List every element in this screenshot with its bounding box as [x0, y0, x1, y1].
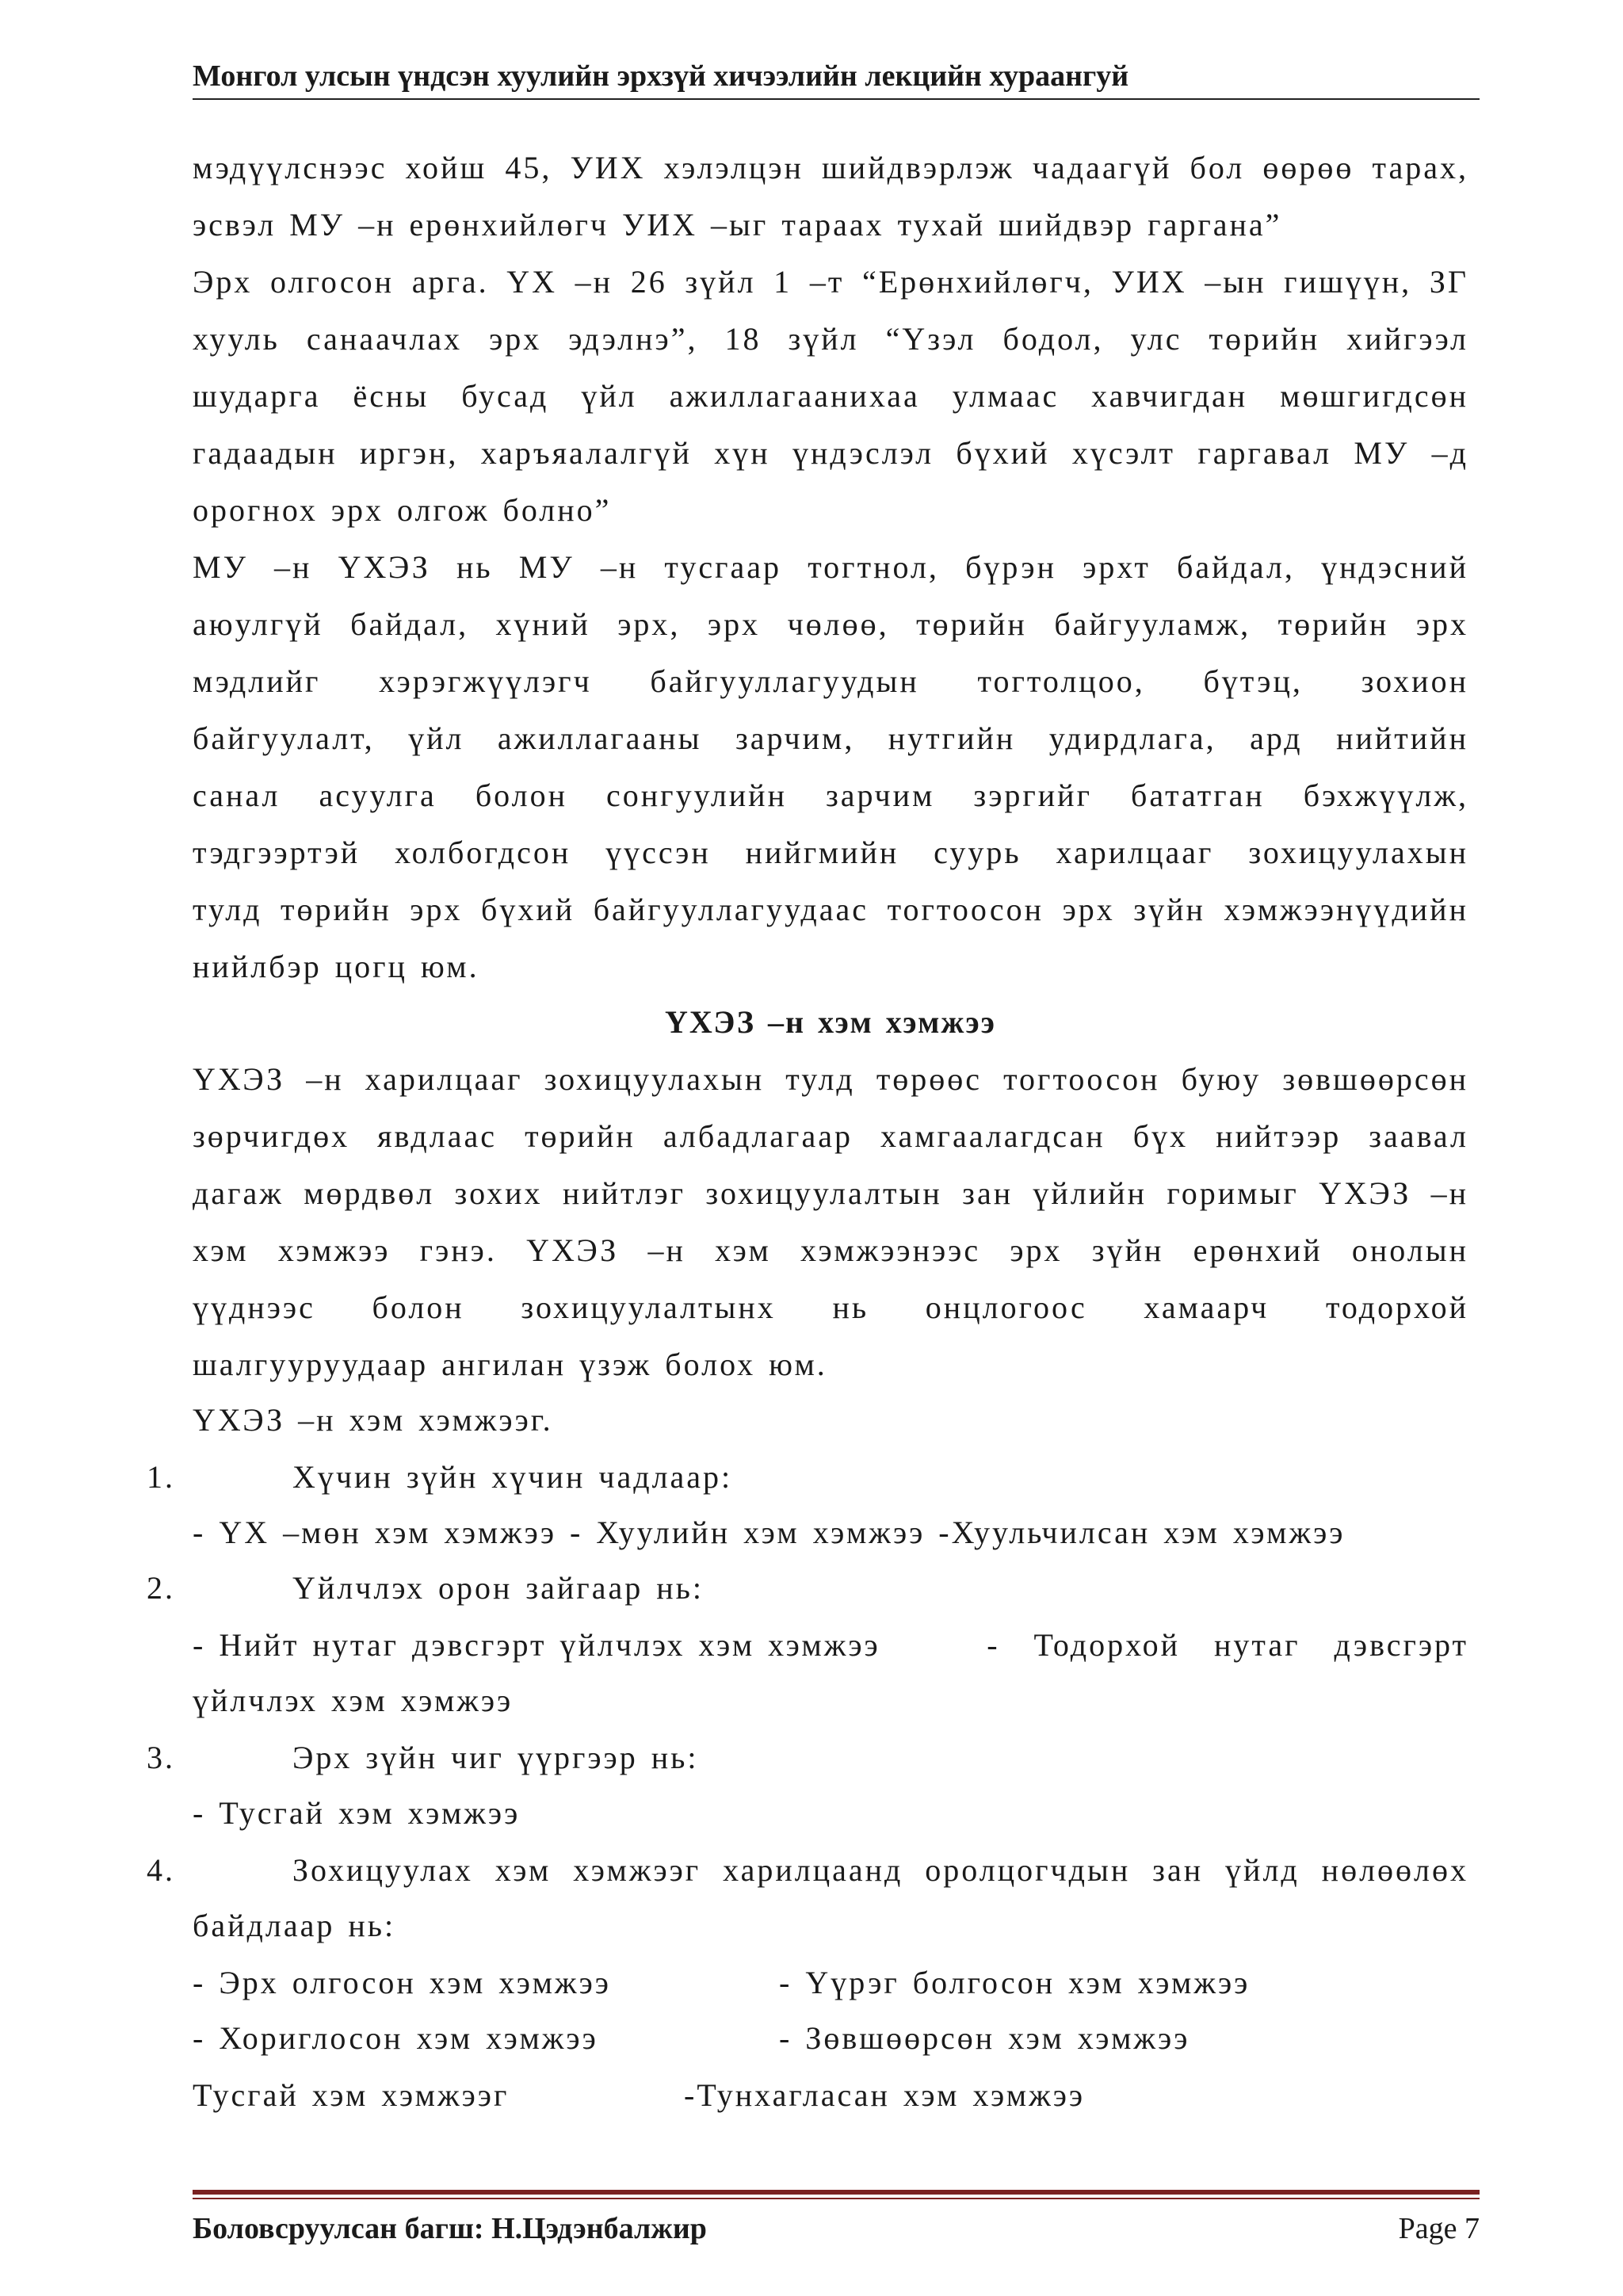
list-item-title: Үйлчлэх орон зайгаар нь:	[292, 1570, 704, 1606]
list-item-sub: - ҮХ –мөн хэм хэмжээ - Хуулийн хэм хэмжээ -Хуульчилсан хэм хэмжээ	[193, 1515, 1346, 1550]
body-line: аюулгүй байдал, хүний эрх, эрх чөлөө, төрийн байгууламж, төрийн эрх	[193, 606, 1468, 642]
list-item-sub: - Хориглосон хэм хэмжээ	[193, 2020, 598, 2056]
list-item-title: Хүчин зүйн хүчин чадлаар:	[292, 1459, 733, 1495]
body-text	[147, 139, 1468, 2168]
list-item-sub: үйлчлэх хэм хэмжээ	[193, 1683, 514, 1718]
body-line: санал асуулга болон сонгуулийн зарчим зэргийг бататган бэхжүүлж,	[193, 777, 1468, 813]
list-item-sub: Тусгай хэм хэмжээг	[193, 2077, 510, 2113]
body-line: мэдлийг хэрэгжүүлэгч байгууллагуудын тогтолцоо, бүтэц, зохион	[193, 663, 1468, 699]
list-item-sub: - Тусгай хэм хэмжээ	[193, 1795, 521, 1831]
body-line: ҮХЭЗ –н харилцааг зохицуулахын тулд төрөөс тогтоосон буюу зөвшөөрсөн	[193, 1061, 1468, 1097]
body-line: шударга ёсны бусад үйл ажиллагаанихаа улмаас хавчигдан мөшгигдсөн	[193, 378, 1468, 414]
list-item-title: Зохицуулах хэм хэмжээг харилцаанд оролцогчдын зан үйлд нөлөөлөх	[292, 1852, 1468, 1888]
body-line: нийлбэр цогц юм.	[193, 949, 479, 984]
body-line: үүднээс болон зохицуулалтынх нь онцлогоос хамаарч тодорхой	[193, 1289, 1468, 1325]
list-intro: ҮХЭЗ –н хэм хэмжээг.	[193, 1402, 553, 1438]
list-item-sub: - Тодорхой нутаг дэвсгэрт	[987, 1627, 1468, 1663]
body-line: дагаж мөрдвөл зохих нийтлэг зохицуулалтын зан үйлийн горимыг ҮХЭЗ –н	[193, 1175, 1468, 1211]
body-line: тэдгээртэй холбогдсон үүссэн нийгмийн суурь харилцааг зохицуулахын	[193, 835, 1468, 870]
footer-author: Боловсруулсан багш: Н.Цэдэнбалжир	[193, 2212, 707, 2245]
header-title: Монгол улсын үндсэн хуулийн эрхзүй хичээлийн лекцийн хураангуй	[193, 59, 1129, 93]
body-line: мэдүүлснээс хойш 45, УИХ хэлэлцэн шийдвэрлэж чадаагүй бол өөрөө тарах,	[193, 150, 1468, 185]
body-line: байгуулалт, үйл ажиллагааны зарчим, нутгийн удирдлага, ард нийтийн	[193, 720, 1468, 756]
footer-divider-thick	[193, 2190, 1480, 2195]
body-line: хууль санаачлах эрх эдэлнэ”, 18 зүйл “Үзэл бодол, улс төрийн хийгээл	[193, 321, 1468, 357]
body-line: тулд төрийн эрх бүхий байгууллагуудаас тогтоосон эрх зүйн хэмжээнүүдийн	[193, 892, 1468, 927]
list-item-sub: - Эрх олгосон хэм хэмжээ	[193, 1965, 611, 2000]
body-line: эсвэл МУ –н ерөнхийлөгч УИХ –ыг тараах тухай шийдвэр гаргана”	[193, 207, 1282, 243]
body-line: зөрчигдөх явдлаас төрийн албадлагаар хамгаалагдсан бүх нийтээр заавал	[193, 1118, 1468, 1154]
list-number: 3.	[147, 1740, 175, 1775]
body-line: гадаадын иргэн, харъяалалгүй хүн үндэслэл бүхий хүсэлт гаргавал МУ –д	[193, 435, 1468, 471]
list-number: 2.	[147, 1570, 175, 1606]
list-item-sub: - Үүрэг болгосон хэм хэмжээ	[779, 1965, 1251, 2000]
footer-divider-thin	[193, 2198, 1480, 2199]
header-divider	[193, 98, 1480, 100]
body-line: шалгууруудаар ангилан үзэж болох юм.	[193, 1347, 827, 1382]
list-item-sub: -Тунхагласан хэм хэмжээ	[684, 2077, 1086, 2113]
list-number: 1.	[147, 1459, 175, 1495]
list-item-title-cont: байдлаар нь:	[193, 1908, 396, 1943]
section-heading: ҮХЭЗ –н хэм хэмжээ	[665, 1004, 996, 1040]
page-number: Page 7	[1398, 2212, 1480, 2245]
list-item-sub: - Зөвшөөрсөн хэм хэмжээ	[779, 2020, 1190, 2056]
list-item-title: Эрх зүйн чиг үүргээр нь:	[292, 1740, 699, 1775]
list-item-sub: - Нийт нутаг дэвсгэрт үйлчлэх хэм хэмжээ	[193, 1627, 880, 1663]
list-number: 4.	[147, 1852, 175, 1888]
body-line: орогнох эрх олгож болно”	[193, 492, 612, 528]
body-line: МУ –н ҮХЭЗ нь МУ –н тусгаар тогтнол, бүрэн эрхт байдал, үндэсний	[193, 549, 1468, 585]
body-line: Эрх олгосон арга. ҮХ –н 26 зүйл 1 –т “Ерөнхийлөгч, УИХ –ын гишүүн, ЗГ	[193, 264, 1468, 300]
body-line: хэм хэмжээ гэнэ. ҮХЭЗ –н хэм хэмжээнээс эрх зүйн ерөнхий онолын	[193, 1232, 1468, 1268]
